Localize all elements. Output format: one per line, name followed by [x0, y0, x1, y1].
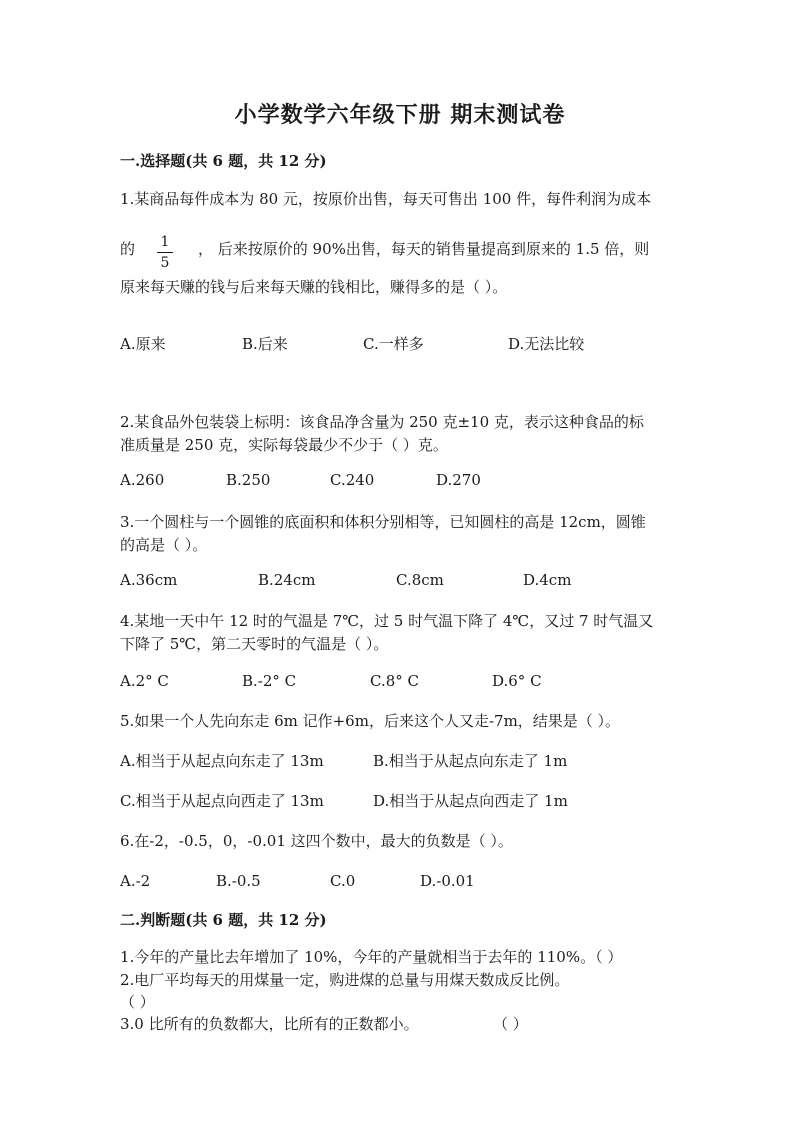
question-1-line-1: 1.某商品每件成本为 80 元，按原价出售，每天可售出 100 件，每件利润为成本: [120, 190, 652, 208]
question-5-option-b[interactable]: B.相当于从起点向东走了 1m: [373, 752, 568, 770]
question-3-option-b[interactable]: B.24cm: [258, 571, 316, 589]
question-2-option-c[interactable]: C.240: [330, 471, 375, 489]
question-5-option-d[interactable]: D.相当于从起点向西走了 1m: [373, 792, 568, 810]
question-6-option-c[interactable]: C.0: [330, 872, 356, 890]
question-5-option-c[interactable]: C.相当于从起点向西走了 13m: [120, 792, 324, 810]
question-2-option-b[interactable]: B.250: [226, 471, 271, 489]
question-4-line-1: 4.某地一天中午 12 时的气温是 7℃，过 5 时气温下降了 4℃，又过 7 时气温又: [120, 612, 654, 630]
question-6-line-1: 6.在-2，-0.5，0，-0.01 这四个数中，最大的负数是（ ）。: [120, 832, 513, 850]
judgment-2-line-1: 2.电厂平均每天的用煤量一定，购进煤的总量与用煤天数成反比例。: [120, 971, 570, 989]
question-5-option-a[interactable]: A.相当于从起点向东走了 13m: [120, 752, 324, 770]
fraction-denominator: 5: [160, 255, 170, 271]
question-4-option-a[interactable]: A.2° C: [120, 672, 169, 690]
fraction-numerator: 1: [160, 234, 170, 250]
question-4-line-2: 下降了 5℃，第二天零时的气温是（ ）。: [120, 635, 389, 653]
question-3-option-d[interactable]: D.4cm: [523, 571, 572, 589]
question-2-option-a[interactable]: A.260: [120, 471, 165, 489]
section-heading-judgment: 二.判断题(共 6 题，共 12 分): [120, 911, 327, 929]
question-3-line-2: 的高是（ ）。: [120, 536, 208, 554]
section-heading-choice: 一.选择题(共 6 题，共 12 分): [120, 152, 327, 170]
question-3-line-1: 3.一个圆柱与一个圆锥的底面积和体积分别相等，已知圆柱的高是 12cm，圆锥: [120, 513, 646, 531]
question-4-option-c[interactable]: C.8° C: [370, 672, 419, 690]
question-2-line-1: 2.某食品外包装袋上标明：该食品净含量为 250 克±10 克，表示这种食品的标: [120, 413, 644, 431]
judgment-1: 1.今年的产量比去年增加了 10%，今年的产量就相当于去年的 110%。（ ）: [120, 948, 623, 966]
judgment-3: 3.0 比所有的负数都大，比所有的正数都小。: [120, 1015, 419, 1033]
page-title: 小学数学六年级下册 期末测试卷: [234, 102, 566, 128]
question-4-option-b[interactable]: B.-2° C: [242, 672, 297, 690]
question-1-option-d[interactable]: D.无法比较: [508, 335, 585, 353]
question-1-line-3: 原来每天赚的钱与后来每天赚的钱相比，赚得多的是（ ）。: [120, 278, 508, 296]
question-1-line-2-suffix: ， 后来按原价的 90%出售，每天的销售量提高到原来的 1.5 倍，则: [198, 240, 650, 258]
question-4-option-d[interactable]: D.6° C: [492, 672, 542, 690]
question-6-option-b[interactable]: B.-0.5: [216, 872, 261, 890]
question-1-option-c[interactable]: C.一样多: [363, 335, 424, 353]
judgment-3-answer-paren: （ ）: [493, 1015, 528, 1033]
question-2-option-d[interactable]: D.270: [436, 471, 481, 489]
question-1-line-2-prefix: 的: [120, 240, 136, 258]
judgment-2-line-2: （ ）: [120, 993, 155, 1011]
fraction-one-fifth: [155, 233, 175, 272]
question-6-option-d[interactable]: D.-0.01: [420, 872, 475, 890]
question-1-option-b[interactable]: B.后来: [242, 335, 288, 353]
question-5-line-1: 5.如果一个人先向东走 6m 记作+6m，后来这个人又走-7m，结果是（ ）。: [120, 712, 621, 730]
question-6-option-a[interactable]: A.-2: [120, 872, 151, 890]
question-2-line-2: 准质量是 250 克，实际每袋最少不少于（ ）克。: [120, 436, 448, 454]
question-1-option-a[interactable]: A.原来: [120, 335, 166, 353]
question-3-option-a[interactable]: A.36cm: [120, 571, 178, 589]
question-3-option-c[interactable]: C.8cm: [396, 571, 444, 589]
fraction-bar: [157, 252, 173, 253]
